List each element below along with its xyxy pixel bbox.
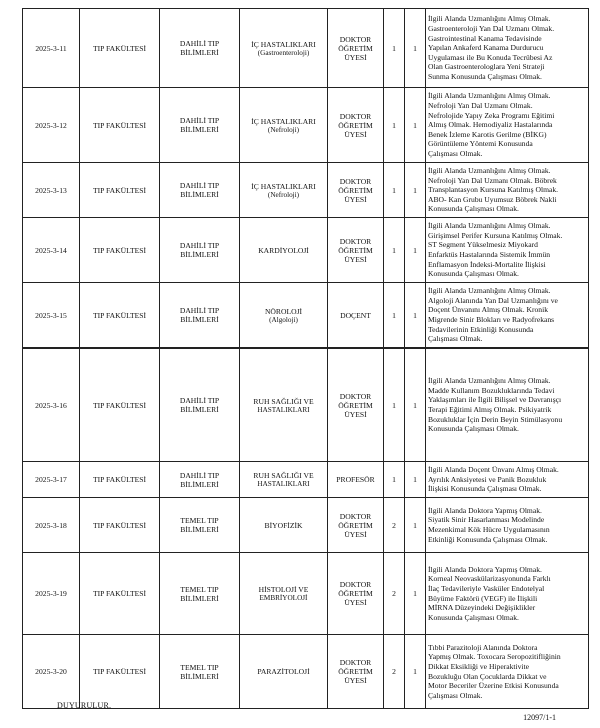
aciklama-line: Algoloji Alanında Yan Dal Uzmanlığını ve bbox=[428, 295, 558, 305]
aciklama-cell bbox=[426, 462, 589, 498]
aciklama-line: Korneal Neovaskülarizasyonunda Farklı bbox=[428, 574, 551, 584]
anabilim-dali-cell bbox=[240, 553, 328, 635]
bolum-cell bbox=[160, 498, 240, 553]
ilan-no: 2025-3-11 bbox=[35, 43, 67, 53]
unvan-line: ÖĞRETİM bbox=[338, 400, 373, 410]
fakulte-name: TIP FAKÜLTESİ bbox=[92, 400, 147, 410]
page-number: 12097/1-1 bbox=[523, 713, 556, 722]
anabilim-dali-cell bbox=[240, 218, 328, 283]
aciklama-line: Uygulaması ile Bu Konuda Tecrübesi Az bbox=[428, 52, 553, 62]
unvan-cell bbox=[328, 349, 384, 462]
aciklama-line: Çalışması Olmak. bbox=[428, 148, 483, 158]
derece-value: 1 bbox=[392, 120, 396, 130]
aciklama-cell bbox=[426, 163, 589, 218]
aciklama-line: İlgili Alanda Uzmanlığını Almış Olmak. bbox=[428, 376, 551, 386]
positions-table-1 bbox=[22, 8, 589, 348]
aciklama-line: Siyatik Sinir Hasarlanması Modelinde bbox=[428, 515, 545, 525]
fakulte-name: TIP FAKÜLTESİ bbox=[92, 185, 147, 195]
unvan-cell bbox=[328, 498, 384, 553]
derece-value: 1 bbox=[392, 245, 396, 255]
unvan-cell bbox=[328, 553, 384, 635]
derece-value: 1 bbox=[392, 400, 396, 410]
bolum-line: TEMEL TIP bbox=[180, 662, 219, 672]
fakulte-cell bbox=[80, 349, 160, 462]
aciklama-line: Konusunda Çalışması Olmak. bbox=[428, 204, 519, 214]
bolum-line: DAHİLİ TIP bbox=[179, 306, 220, 315]
derece-cell bbox=[384, 218, 405, 283]
kadro-cell bbox=[405, 283, 426, 348]
anabilim-dali-name: İÇ HASTALIKLARI bbox=[251, 181, 316, 191]
anabilim-dali-subtitle: HASTALIKLARI bbox=[257, 480, 310, 488]
unvan-line: ÖĞRETİM bbox=[338, 245, 373, 255]
ilan-no-cell bbox=[23, 283, 80, 348]
aciklama-line: Yapmış Olmak. Toxocara Seropozitifliğinin bbox=[428, 652, 561, 662]
aciklama-line: Konusunda Çalışması Olmak. bbox=[428, 424, 519, 434]
aciklama-line: Almış Olmak. Hemodiyaliz Hastalarında bbox=[428, 120, 553, 130]
kadro-cell bbox=[405, 498, 426, 553]
bolum-line: TEMEL TIP bbox=[180, 516, 219, 525]
derece-value: 2 bbox=[392, 520, 396, 530]
bolum-cell bbox=[160, 635, 240, 709]
fakulte-cell bbox=[80, 163, 160, 218]
anabilim-dali-subtitle: EMBRİYOLOJİ bbox=[259, 594, 308, 602]
bolum-line: BİLİMLERİ bbox=[180, 250, 219, 259]
table-row bbox=[23, 88, 589, 163]
unvan-line: DOÇENT bbox=[340, 310, 371, 320]
aciklama-line: Motor Beceriler Üzerine Etkisi Konusunda bbox=[428, 681, 559, 691]
unvan-line: DOKTOR bbox=[339, 111, 372, 121]
ilan-no-cell bbox=[23, 553, 80, 635]
bolum-line: DAHİLİ TIP bbox=[179, 241, 220, 250]
anabilim-dali-subtitle: (Nefroloji) bbox=[267, 190, 300, 199]
derece-cell bbox=[384, 283, 405, 348]
anabilim-dali-subtitle: (Gastroenteroloji) bbox=[257, 48, 310, 57]
aciklama-cell bbox=[426, 349, 589, 462]
table-row bbox=[23, 9, 589, 88]
aciklama-line: İlgili Alanda Uzmanlığını Almış Olmak. bbox=[428, 166, 551, 176]
bolum-line: BİLİMLERİ bbox=[180, 125, 219, 134]
aciklama-cell bbox=[426, 88, 589, 163]
bolum-cell bbox=[160, 283, 240, 348]
table-row bbox=[23, 163, 589, 218]
fakulte-name: TIP FAKÜLTESİ bbox=[92, 43, 147, 53]
kadro-value: 1 bbox=[413, 310, 417, 320]
aciklama-line: Gastrointestinal Kanama Tedavisinde bbox=[428, 33, 542, 43]
kadro-value: 1 bbox=[413, 667, 417, 676]
aciklama-line: Madde Kullanım Bozukluklarında Tedavi bbox=[428, 385, 555, 395]
ilan-no-cell bbox=[23, 635, 80, 709]
aciklama-line: Benek İzleme Karotis Gerilme (BİKG) bbox=[428, 129, 547, 139]
aciklama-line: İlgili Alanda Uzmanlığını Almış Olmak. bbox=[428, 286, 551, 296]
kadro-cell bbox=[405, 553, 426, 635]
aciklama-line: Nefroloji Yan Dal Uzmanı Olmak. Böbrek bbox=[428, 175, 557, 185]
unvan-line: DOKTOR bbox=[339, 580, 372, 589]
kadro-cell bbox=[405, 163, 426, 218]
table-row bbox=[23, 635, 589, 709]
unvan-line: DOKTOR bbox=[339, 236, 372, 246]
aciklama-cell bbox=[426, 218, 589, 283]
ilan-no: 2025-3-15 bbox=[35, 310, 67, 320]
aciklama-line: İlgili Alanda Doktora Yapmış Olmak. bbox=[428, 505, 542, 515]
aciklama-line: İlgili Alanda Uzmanlığını Almış Olmak. bbox=[428, 14, 551, 24]
unvan-line: ÜYESİ bbox=[344, 129, 367, 139]
anabilim-dali-cell bbox=[240, 283, 328, 348]
aciklama-line: Bozukluğu Olan Çocuklarda Dikkat ve bbox=[428, 671, 547, 681]
derece-cell bbox=[384, 553, 405, 635]
derece-value: 2 bbox=[392, 667, 396, 676]
bolum-line: DAHİLİ TIP bbox=[179, 116, 220, 125]
bolum-cell bbox=[160, 462, 240, 498]
ilan-no: 2025-3-13 bbox=[35, 185, 67, 195]
aciklama-line: Transplantasyon Kursuna Katılmış Olmak. bbox=[428, 185, 559, 195]
unvan-line: PROFESÖR bbox=[336, 475, 375, 484]
anabilim-dali-name: RUH SAĞLIĞI VE bbox=[253, 396, 314, 406]
aciklama-line: Büyüme Faktörü (VEGF) ile İlişkili bbox=[428, 593, 538, 603]
bolum-line: BİLİMLERİ bbox=[180, 405, 219, 414]
fakulte-cell bbox=[80, 88, 160, 163]
kadro-cell bbox=[405, 349, 426, 462]
unvan-line: ÜYESİ bbox=[344, 52, 367, 62]
bolum-cell bbox=[160, 349, 240, 462]
ilan-no-cell bbox=[23, 462, 80, 498]
derece-value: 1 bbox=[392, 475, 396, 484]
aciklama-line: Migrende Sinir Blokları ve Radyofrekans bbox=[428, 315, 555, 324]
derece-cell bbox=[384, 88, 405, 163]
table-row bbox=[23, 218, 589, 283]
anabilim-dali-subtitle: (Algoloji) bbox=[269, 315, 298, 324]
aciklama-line: Çalışması Olmak. bbox=[428, 690, 483, 700]
aciklama-line: İlaç Tedavileriyle Vasküler Endotelyal bbox=[428, 583, 545, 593]
anabilim-dali-cell bbox=[240, 88, 328, 163]
unvan-cell bbox=[328, 283, 384, 348]
aciklama-line: Mezenkimal Kök Hücre Uygulamasının bbox=[428, 525, 550, 534]
derece-cell bbox=[384, 349, 405, 462]
aciklama-line: ST Segment Yükselmesiz Miyokard bbox=[428, 240, 538, 250]
derece-value: 2 bbox=[392, 589, 396, 598]
aciklama-line: Dikkat Eksikliği ve Hiperaktivite bbox=[428, 661, 530, 671]
aciklama-cell bbox=[426, 635, 589, 709]
anabilim-dali-name: RUH SAĞLIĞI VE bbox=[253, 471, 314, 480]
bolum-line: BİLİMLERİ bbox=[180, 48, 219, 57]
unvan-line: ÖĞRETİM bbox=[338, 589, 373, 598]
fakulte-cell bbox=[80, 283, 160, 348]
ilan-no-cell bbox=[23, 9, 80, 88]
aciklama-line: ABO- Kan Grubu Uyumsuz Böbrek Nakli bbox=[428, 194, 557, 204]
aciklama-line: Gastroenteroloji Yan Dal Uzmanı Olmak. bbox=[428, 24, 555, 34]
unvan-cell bbox=[328, 462, 384, 498]
aciklama-line: Çalışması Olmak. bbox=[428, 334, 483, 344]
bolum-line: TEMEL TIP bbox=[180, 584, 219, 594]
ilan-no: 2025-3-20 bbox=[35, 667, 67, 676]
unvan-line: DOKTOR bbox=[339, 511, 372, 521]
aciklama-line: Enfarktüs Hastalarında Sistemik İmmün bbox=[428, 250, 551, 259]
unvan-line: ÖĞRETİM bbox=[338, 520, 373, 530]
bolum-line: DAHİLİ TIP bbox=[179, 470, 220, 480]
unvan-line: ÖĞRETİM bbox=[338, 185, 373, 195]
bolum-line: BİLİMLERİ bbox=[180, 671, 219, 681]
aciklama-line: İlgili Alanda Doktora Yapmış Olmak. bbox=[428, 564, 542, 574]
fakulte-cell bbox=[80, 218, 160, 283]
aciklama-line: İlgili Alanda Uzmanlığını Almış Olmak. bbox=[428, 91, 551, 101]
kadro-value: 1 bbox=[413, 520, 417, 530]
kadro-cell bbox=[405, 635, 426, 709]
fakulte-cell bbox=[80, 498, 160, 553]
derece-value: 1 bbox=[392, 43, 396, 53]
unvan-line: ÜYESİ bbox=[344, 194, 367, 204]
kadro-value: 1 bbox=[413, 400, 417, 410]
anabilim-dali-name: NÖROLOJİ bbox=[264, 306, 303, 316]
anabilim-dali-name: HİSTOLOJİ VE bbox=[258, 585, 309, 594]
ilan-no-cell bbox=[23, 349, 80, 462]
positions-table-2 bbox=[22, 348, 589, 709]
unvan-line: DOKTOR bbox=[339, 658, 372, 667]
fakulte-name: TIP FAKÜLTESİ bbox=[92, 475, 147, 484]
ilan-no-cell bbox=[23, 163, 80, 218]
unvan-line: ÜYESİ bbox=[344, 676, 367, 685]
anabilim-dali-cell bbox=[240, 9, 328, 88]
derece-cell bbox=[384, 163, 405, 218]
aciklama-line: Bozukluklar İçin Derin Beyin Stimülasyonu bbox=[428, 414, 563, 424]
fakulte-cell bbox=[80, 462, 160, 498]
aciklama-line: Tıbbi Parazitoloji Alanında Doktora bbox=[428, 642, 538, 652]
anabilim-dali-cell bbox=[240, 635, 328, 709]
ilan-no-cell bbox=[23, 218, 80, 283]
aciklama-cell bbox=[426, 283, 589, 348]
anabilim-dali-name: KARDİYOLOJİ bbox=[258, 245, 309, 255]
aciklama-line: Konusunda Çalışması Olmak. bbox=[428, 269, 519, 279]
anabilim-dali-subtitle: HASTALIKLARI bbox=[257, 405, 310, 414]
aciklama-line: Tedavilerinin Etkinliği Konusunda bbox=[428, 324, 534, 334]
kadro-cell bbox=[405, 9, 426, 88]
bolum-cell bbox=[160, 88, 240, 163]
kadro-value: 1 bbox=[413, 245, 417, 255]
derece-cell bbox=[384, 9, 405, 88]
aciklama-line: İlgili Alanda Uzmanlığını Almış Olmak. bbox=[428, 221, 551, 231]
anabilim-dali-cell bbox=[240, 349, 328, 462]
unvan-cell bbox=[328, 163, 384, 218]
bolum-line: DAHİLİ TIP bbox=[179, 181, 220, 190]
unvan-line: ÖĞRETİM bbox=[338, 43, 373, 53]
bolum-line: BİLİMLERİ bbox=[180, 315, 219, 324]
bolum-line: BİLİMLERİ bbox=[180, 190, 219, 199]
derece-cell bbox=[384, 635, 405, 709]
kadro-cell bbox=[405, 462, 426, 498]
unvan-line: DOKTOR bbox=[339, 34, 372, 44]
anabilim-dali-name: BİYOFİZİK bbox=[264, 520, 303, 530]
announcement-text: DUYURULUR. bbox=[57, 701, 112, 710]
ilan-no: 2025-3-17 bbox=[35, 475, 67, 484]
anabilim-dali-name: İÇ HASTALIKLARI bbox=[251, 39, 316, 49]
fakulte-cell bbox=[80, 553, 160, 635]
aciklama-line: Konusunda Çalışması Olmak. bbox=[428, 612, 519, 622]
bolum-cell bbox=[160, 218, 240, 283]
fakulte-name: TIP FAKÜLTESİ bbox=[92, 310, 147, 320]
ilan-no: 2025-3-16 bbox=[35, 400, 67, 410]
aciklama-cell bbox=[426, 498, 589, 553]
unvan-line: ÜYESİ bbox=[344, 598, 367, 607]
unvan-line: ÜYESİ bbox=[344, 529, 367, 539]
aciklama-line: Nefrolojide Yapıy Zeka Programı Eğitimi bbox=[428, 110, 555, 120]
table-row bbox=[23, 462, 589, 498]
unvan-line: DOKTOR bbox=[339, 391, 372, 401]
aciklama-line: Sunma Konusunda Çalışması Olmak. bbox=[428, 71, 542, 81]
bolum-line: BİLİMLERİ bbox=[180, 525, 219, 534]
aciklama-line: Doçent Ünvanını Almış Olmak. Kronik bbox=[428, 305, 549, 315]
aciklama-line: Yaklaşımları ile İlgili Bilişsel ve Davranışçı bbox=[428, 395, 562, 405]
fakulte-name: TIP FAKÜLTESİ bbox=[92, 589, 147, 598]
ilan-no-cell bbox=[23, 88, 80, 163]
kadro-cell bbox=[405, 88, 426, 163]
aciklama-line: İlgili Alanda Doçent Ünvanı Almış Olmak. bbox=[428, 465, 559, 475]
aciklama-line: Girişimsel Perifer Kursuna Katılmış Olmak. bbox=[428, 230, 563, 240]
anabilim-dali-name: PARAZİTOLOJİ bbox=[257, 667, 310, 676]
ilan-no: 2025-3-14 bbox=[35, 245, 67, 255]
anabilim-dali-subtitle: (Nefroloji) bbox=[267, 125, 300, 134]
unvan-cell bbox=[328, 635, 384, 709]
bolum-line: BİLİMLERİ bbox=[180, 479, 219, 489]
anabilim-dali-cell bbox=[240, 163, 328, 218]
kadro-value: 1 bbox=[413, 475, 417, 484]
fakulte-cell bbox=[80, 9, 160, 88]
bolum-cell bbox=[160, 9, 240, 88]
kadro-value: 1 bbox=[413, 120, 417, 130]
bolum-line: DAHİLİ TIP bbox=[179, 396, 220, 405]
table-row bbox=[23, 349, 589, 462]
aciklama-line: MİRNA Düzeyindeki Değişiklikler bbox=[428, 603, 536, 613]
table-row bbox=[23, 283, 589, 348]
aciklama-line: Olan Gastroenterologlara Yeni Strateji bbox=[428, 62, 545, 72]
aciklama-cell bbox=[426, 9, 589, 88]
aciklama-line: Yapılan Ankaferd Kanama Durdurucu bbox=[428, 43, 544, 53]
unvan-line: ÖĞRETİM bbox=[338, 120, 373, 130]
table-row bbox=[23, 553, 589, 635]
anabilim-dali-cell bbox=[240, 498, 328, 553]
aciklama-line: Etkinliği Konusunda Çalışması Olmak. bbox=[428, 534, 548, 544]
fakulte-name: TIP FAKÜLTESİ bbox=[92, 520, 147, 530]
derece-value: 1 bbox=[392, 310, 396, 320]
aciklama-line: Görüntüleme Yöntemi Konusunda bbox=[428, 139, 533, 149]
derece-cell bbox=[384, 462, 405, 498]
kadro-value: 1 bbox=[413, 43, 417, 53]
aciklama-line: Enflamasyon İndeksi-Mortalite İlişkisi bbox=[428, 259, 546, 269]
unvan-line: DOKTOR bbox=[339, 176, 372, 186]
aciklama-cell bbox=[426, 553, 589, 635]
aciklama-line: Nefroloji Yan Dal Uzmanı Olmak. bbox=[428, 101, 533, 111]
unvan-cell bbox=[328, 218, 384, 283]
derece-cell bbox=[384, 498, 405, 553]
unvan-line: ÖĞRETİM bbox=[338, 667, 373, 676]
aciklama-line: Terapi Eğitimi Almış Olmak. Psikiyatrik bbox=[428, 405, 552, 414]
bolum-cell bbox=[160, 553, 240, 635]
unvan-line: ÜYESİ bbox=[344, 254, 367, 264]
fakulte-cell bbox=[80, 635, 160, 709]
anabilim-dali-name: İÇ HASTALIKLARI bbox=[251, 116, 316, 126]
unvan-cell bbox=[328, 9, 384, 88]
bolum-cell bbox=[160, 163, 240, 218]
table-row bbox=[23, 498, 589, 553]
aciklama-line: Ayrılık Anksiyetesi ve Panik Bozukluk bbox=[428, 474, 547, 484]
ilan-no: 2025-3-19 bbox=[35, 589, 67, 598]
kadro-cell bbox=[405, 218, 426, 283]
unvan-cell bbox=[328, 88, 384, 163]
fakulte-name: TIP FAKÜLTESİ bbox=[92, 667, 147, 676]
derece-value: 1 bbox=[392, 185, 396, 195]
kadro-value: 1 bbox=[413, 185, 417, 195]
bolum-line: BİLİMLERİ bbox=[180, 593, 219, 603]
ilan-no: 2025-3-12 bbox=[35, 120, 67, 130]
ilan-no: 2025-3-18 bbox=[35, 520, 67, 530]
aciklama-line: İlişkisi Konusunda Çalışması Olmak. bbox=[428, 484, 542, 494]
ilan-no-cell bbox=[23, 498, 80, 553]
bolum-line: DAHİLİ TIP bbox=[179, 39, 220, 48]
fakulte-name: TIP FAKÜLTESİ bbox=[92, 120, 147, 130]
fakulte-name: TIP FAKÜLTESİ bbox=[92, 245, 147, 255]
anabilim-dali-cell bbox=[240, 462, 328, 498]
unvan-line: ÜYESİ bbox=[344, 409, 367, 419]
kadro-value: 1 bbox=[413, 589, 417, 598]
